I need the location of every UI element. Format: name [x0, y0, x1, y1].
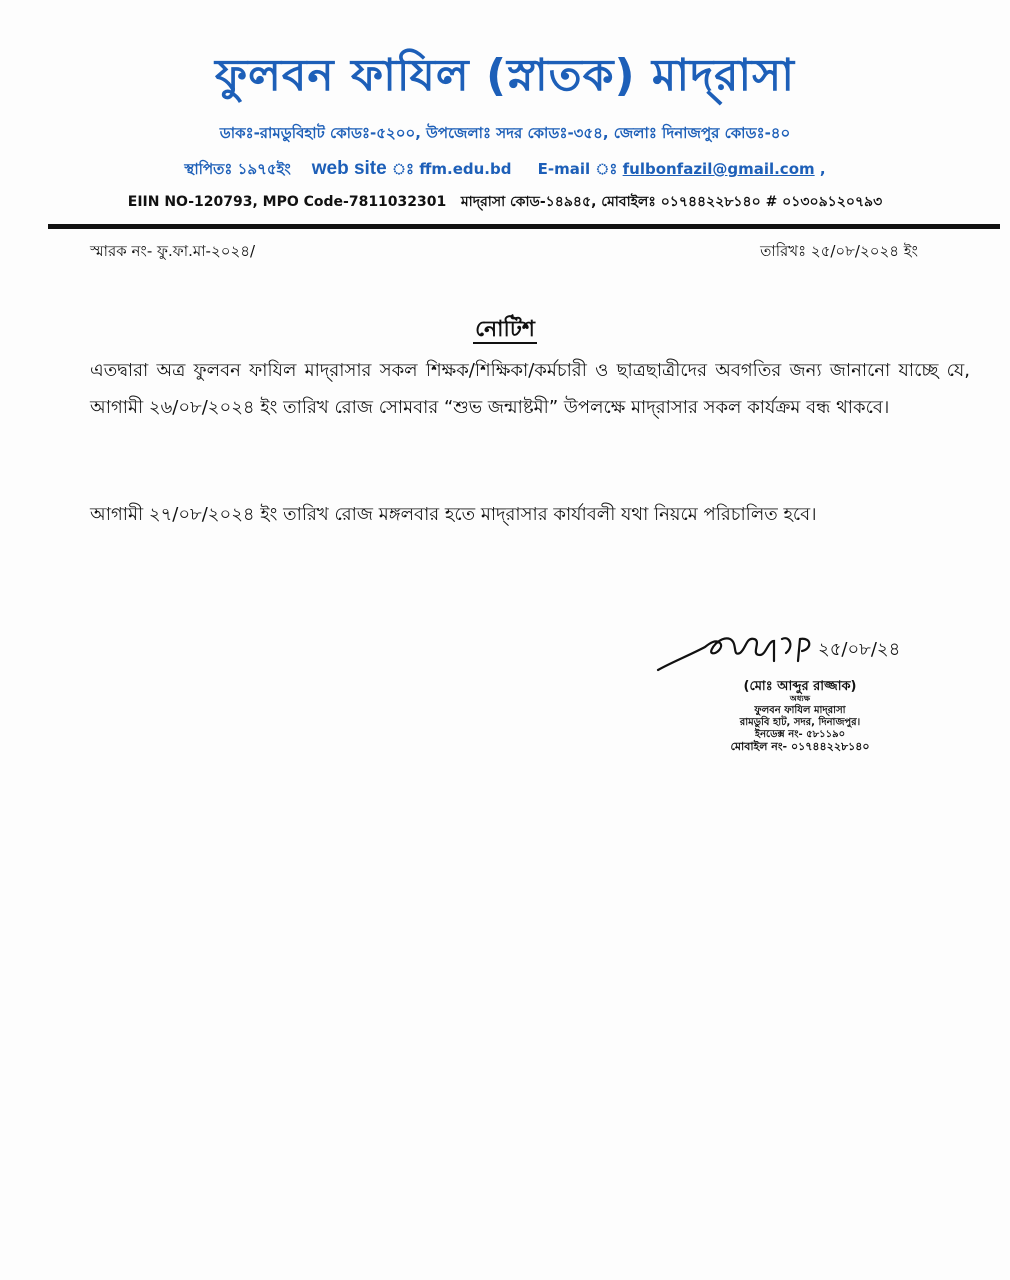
memo-reference: স্মারক নং- ফু.ফা.মা-২০২৪/ [90, 242, 255, 260]
signature-block [650, 625, 910, 755]
letterhead-address: ডাকঃ-রামডুবিহাট কোডঃ-৫২০০, উপজেলাঃ সদর কোডঃ-৩৫৪, জেলাঃ দিনাজপুর কোডঃ-৪০ [219, 124, 791, 142]
header-divider [48, 224, 1000, 229]
memo-date: তারিখঃ ২৫/০৮/২০২৪ ইং [760, 242, 918, 260]
stamp-designation: অধ্যক্ষ [789, 694, 811, 703]
stamp-location: রামডুবি হাট, সদর, দিনাজপুর। [739, 717, 861, 728]
letterhead-contact-line: স্থাপিতঃ ১৯৭৫ইং web site ঃ ffm.edu.bd E-mail ঃ fulbonfazil@gmail.com , [184, 158, 826, 179]
email-link[interactable]: fulbonfazil@gmail.com [622, 160, 815, 178]
established-year: স্থাপিতঃ ১৯৭৫ইং [184, 160, 291, 178]
signature-date-text: ২৫/০৮/২৪ [818, 639, 901, 660]
stamp-institution: ফুলবন ফাযিল মাদ্‌রাসা [754, 705, 846, 716]
madrasa-code-mobile: মাদ্‌রাসা কোড-১৪৯৪৫, মোবাইলঃ ০১৭৪৪২২৮১৪০ # ০১৩০৯১২০৭৯৩ [460, 194, 883, 210]
letterhead-codes-line [0, 190, 1010, 214]
stamp-mobile: মোবাইল নং- ০১৭৪৪২২৮১৪০ [730, 740, 870, 753]
notice-paragraph-2: আগামী ২৭/০৮/২০২৪ ইং তারিখ রোজ মঙ্গলবার হতে মাদ্‌রাসার কার্যাবলী যথা নিয়মে পরিচালিত হবে। [90, 504, 817, 525]
website-link[interactable]: ffm.edu.bd [419, 160, 512, 178]
notice-heading-text: নোটিশ [475, 317, 535, 342]
notice-paragraph-1: এতদ্বারা অত্র ফুলবন ফাযিল মাদ্‌রাসার সকল শিক্ষক/শিক্ষিকা/কর্মচারী ও ছাত্রছাত্রীদের অবগতির জন্য জানানো যাচ্ছে যে, আগামী ২৬/০৮/২০২৪ ইং তারিখ রোজ সোমবার “শুভ জন্মাষ্টমী” উপলক্ষে মাদ্‌রাসার সকল কার্যক্রম বন্ধ থাকবে। [90, 360, 970, 418]
stamp-index: ইনডেক্স নং- ৫৮১১৯০ [754, 729, 846, 740]
letterhead-title: ফুলবন ফাযিল (স্নাতক) মাদ্‌রাসা [214, 50, 796, 101]
handwritten-signature-icon [650, 625, 910, 685]
website-label: web site [311, 158, 387, 179]
notice-heading [0, 312, 1010, 349]
stamp-name: (মোঃ আব্দুর রাজ্জাক) [743, 679, 857, 694]
email-label: E-mail [537, 160, 591, 178]
signatory-stamp [690, 681, 910, 753]
eiin-mpo-codes: EIIN NO-120793, MPO Code-7811032301 [127, 194, 447, 210]
